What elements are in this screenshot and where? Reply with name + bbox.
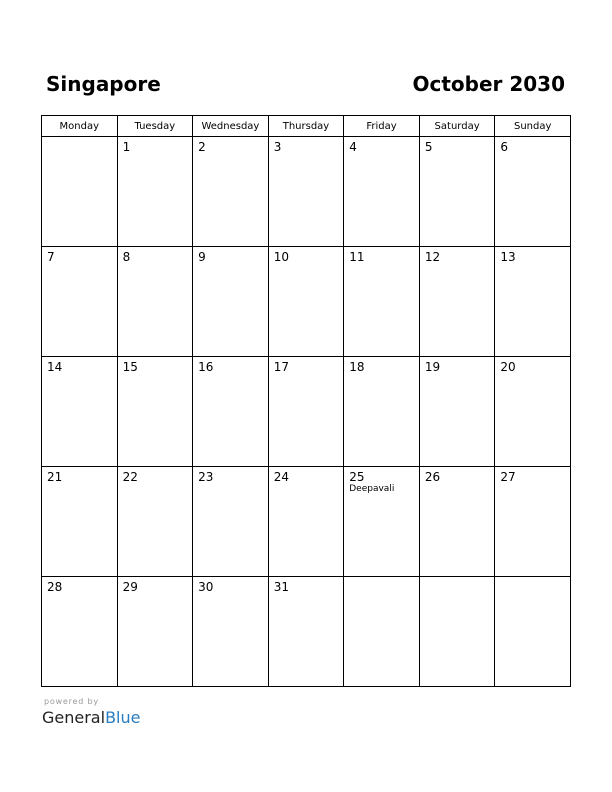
day-cell: [268, 357, 344, 467]
day-number: 31: [273, 580, 289, 594]
day-cell: [193, 137, 269, 247]
week-row: [42, 247, 571, 357]
day-cell: [42, 577, 118, 687]
day-number: 24: [273, 470, 289, 484]
holiday-label: Deepavali: [349, 484, 395, 494]
day-cell: [42, 467, 118, 577]
weekday-tuesday: Tuesday: [117, 116, 193, 137]
calendar-title-month: October 2030: [412, 72, 565, 96]
day-cell: [344, 137, 420, 247]
day-cell: [344, 577, 420, 687]
day-cell: [268, 137, 344, 247]
day-cell: [344, 467, 420, 577]
day-cell: [117, 577, 193, 687]
day-number: 10: [273, 250, 289, 264]
day-number: [420, 577, 495, 580]
day-number: 8: [122, 250, 131, 264]
day-number: [344, 577, 419, 580]
week-row: [42, 467, 571, 577]
day-number: 7: [47, 250, 55, 264]
day-number: 25: [349, 470, 365, 484]
day-number: [495, 577, 570, 580]
day-number: 17: [273, 360, 289, 374]
day-cell: [117, 357, 193, 467]
day-cell: [193, 467, 269, 577]
day-number: 11: [349, 250, 365, 264]
day-cell: [42, 357, 118, 467]
weekday-thursday: Thursday: [268, 116, 344, 137]
day-number: 14: [47, 360, 63, 374]
day-cell: [495, 247, 571, 357]
day-cell: [419, 357, 495, 467]
day-cell: [419, 577, 495, 687]
day-number: 5: [424, 140, 433, 154]
generalblue-logo[interactable]: [42, 708, 140, 728]
day-number: 16: [198, 360, 214, 374]
day-number: 19: [424, 360, 441, 374]
day-number: 12: [424, 250, 441, 264]
calendar-body: [42, 137, 571, 687]
day-number: 2: [198, 140, 206, 154]
day-cell: [495, 357, 571, 467]
day-number: 3: [273, 140, 282, 154]
brand-general-text: General: [42, 708, 106, 727]
day-cell: [193, 247, 269, 357]
day-number: 27: [500, 470, 516, 484]
week-row: [42, 357, 571, 467]
day-number: 23: [198, 470, 214, 484]
day-number: 22: [122, 470, 138, 484]
day-number: [42, 137, 117, 140]
calendar-title-country: Singapore: [46, 72, 161, 96]
day-number: 6: [500, 140, 509, 154]
week-row: [42, 577, 571, 687]
weekday-friday: Friday: [344, 116, 420, 137]
day-cell: [419, 137, 495, 247]
day-cell: [117, 137, 193, 247]
day-cell: [193, 357, 269, 467]
day-cell: [419, 247, 495, 357]
day-number: 28: [47, 580, 63, 594]
weekday-sunday: Sunday: [495, 116, 571, 137]
day-number: 30: [198, 580, 214, 594]
day-cell: [419, 467, 495, 577]
weekday-saturday: Saturday: [419, 116, 495, 137]
day-cell: [117, 247, 193, 357]
day-cell: [495, 577, 571, 687]
day-number: 4: [349, 140, 357, 154]
day-number: 13: [500, 250, 516, 264]
day-cell: [268, 577, 344, 687]
brand-blue-text: Blue: [105, 708, 141, 727]
day-cell: [42, 137, 118, 247]
day-number: 20: [500, 360, 516, 374]
day-number: 1: [122, 140, 131, 154]
weekday-wednesday: Wednesday: [193, 116, 269, 137]
weekday-header-row: [42, 116, 571, 137]
calendar-grid: [41, 115, 571, 687]
day-number: 9: [198, 250, 206, 264]
day-cell: [495, 137, 571, 247]
day-number: 21: [47, 470, 63, 484]
day-cell: [42, 247, 118, 357]
powered-by-text: powered by: [44, 697, 99, 706]
day-number: 18: [349, 360, 365, 374]
day-cell: [117, 467, 193, 577]
day-cell: [495, 467, 571, 577]
day-cell: [268, 467, 344, 577]
day-cell: [344, 247, 420, 357]
day-cell: [344, 357, 420, 467]
day-cell: [268, 247, 344, 357]
day-number: 29: [122, 580, 138, 594]
day-number: 15: [122, 360, 138, 374]
weekday-monday: Monday: [42, 116, 118, 137]
week-row: [42, 137, 571, 247]
day-cell: [193, 577, 269, 687]
day-number: 26: [424, 470, 441, 484]
